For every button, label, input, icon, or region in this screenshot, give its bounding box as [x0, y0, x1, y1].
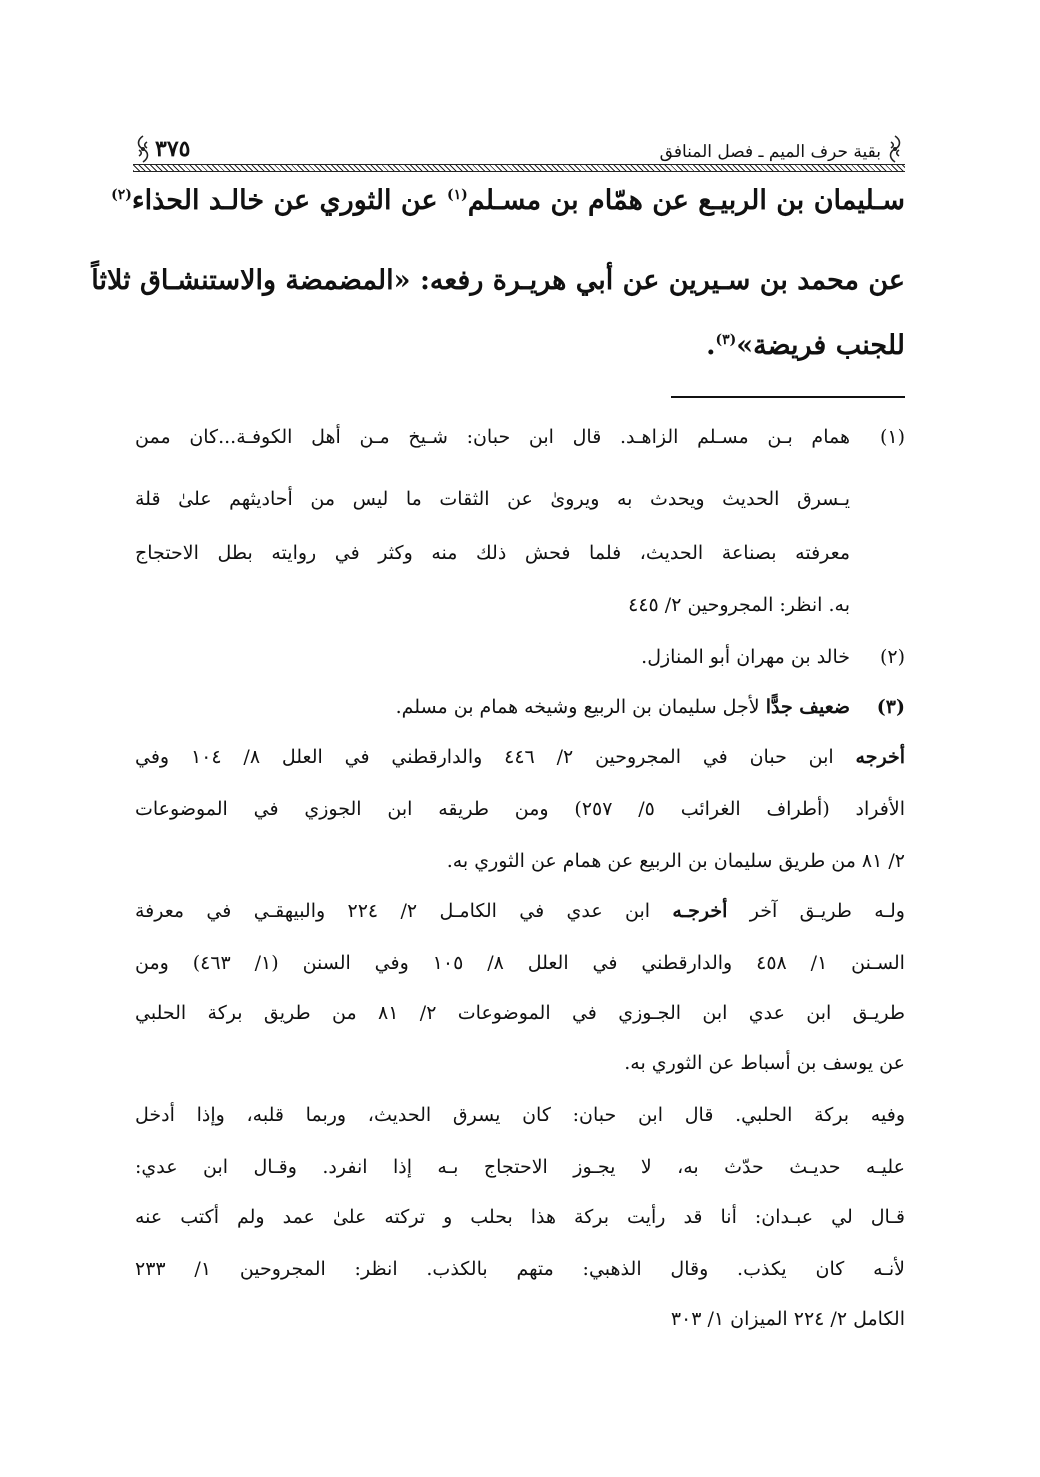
- main-line-1: [111, 185, 905, 216]
- main-line-3-text: للجنب فريضة»: [736, 330, 905, 361]
- grading-label: ضعيف جدًّا: [765, 696, 850, 718]
- footnote-1-line-4: به. انظر: المجروحين ٢/ ٤٤٥: [628, 594, 850, 616]
- main-line-3-end: .: [706, 330, 716, 361]
- takhrij-1-line-1-rest: ابن حبان في المجروحين ٢/ ٤٤٦ والدارقطني في العلل ٨/ ١٠٤ وفي: [135, 746, 856, 768]
- footnote-1-number: (١): [879, 426, 905, 448]
- main-line-1-part-b: عن الثوري عن خالـد الحذاء: [131, 185, 447, 216]
- takhrij-2-line-1-rest: ابن عدي في الكامـل ٢/ ٢٢٤ والبيهقـي في معرفة: [135, 900, 673, 922]
- narrator-note-line-1: وفيه بركة الحلبي. قال ابن حبان: كان يسرق الحديث، وربما قلبه، وإذا أدخل: [135, 1104, 905, 1126]
- narrator-note-line-3: قـال لي عبـدان: أنا قد رأيت بركة هذا بحلب و تركته علىٰ عمد ولم أكتب عنه: [135, 1206, 905, 1228]
- header-rule: [133, 164, 905, 172]
- takhrij-1-line-1: [135, 748, 905, 767]
- takhrij-2-line-1: [135, 902, 905, 921]
- footnote-1-line-1: همام بـن مسـلم الزاهـد. قال ابن حبان: شـيخ مـن أهل الكوفـة...كان ممن: [135, 426, 850, 448]
- footnote-separator: [671, 396, 905, 398]
- footnote-3-number: (٣): [876, 696, 905, 718]
- narrator-note-line-4: لأنـه كان يكذب. وقال الذهبي: متهم بالكذب. انظر: المجروحين ١/ ٢٣٣: [135, 1258, 905, 1280]
- footnote-2-number: (٢): [879, 646, 905, 668]
- takhrij-2-line-2: السـنن ١/ ٤٥٨ والدارقطني في العلل ٨/ ١٠٥ وفي السنن (١/ ٤٦٣) ومن: [135, 952, 905, 974]
- main-line-1-part-a: سـليمان بن الربيـع عن همّام بن مسـلم: [467, 185, 905, 216]
- narrator-note-line-5: الكامل ٢/ ٢٢٤ الميزان ١/ ٣٠٣: [670, 1308, 905, 1330]
- footnote-ref-2: (٢): [111, 187, 132, 203]
- main-line-2: عن محمد بن سـيرين عن أبي هريـرة رفعه: «المضمضة والاستنشـاق ثلاثاً: [91, 265, 905, 296]
- narrator-note-line-2: عليـه حديـث حدّث به، لا يجـوز الاحتجاج بـه إذا انفرد. وقـال ابن عدي:: [135, 1156, 905, 1178]
- footnote-3-line-1: [135, 698, 850, 717]
- takhrij-1-label: أخرجه: [855, 746, 905, 768]
- takhrij-2-line-3: طريـق ابن عدي ابن الجـوزي في الموضوعات ٢/ ٨١ من طريق بركة الحلبي: [135, 1002, 905, 1024]
- main-line-3: [135, 330, 905, 361]
- left-ornament-icon: [133, 134, 153, 164]
- running-header: [133, 130, 905, 172]
- takhrij-2-line-4: عن يوسف بن أسباط عن الثوري به.: [624, 1052, 905, 1074]
- footnote-ref-1: (١): [447, 187, 468, 203]
- right-ornament-icon: [885, 134, 905, 164]
- takhrij-1-line-3: ٢/ ٨١ من طريق سليمان بن الربيع عن همام عن الثوري به.: [446, 850, 905, 872]
- takhrij-2-line-1-a: ولـه طريـق آخر: [727, 900, 905, 922]
- header-title: بقية حرف الميم ـ فصل المنافق: [659, 142, 881, 162]
- takhrij-1-line-2: الأفراد (أطراف الغرائب ٥/ ٢٥٧) ومن طريقه ابن الجوزي في الموضوعات: [135, 798, 905, 820]
- page-number: ٣٧٥: [155, 136, 191, 162]
- footnote-1-line-3: معرفته بصناعة الحديث، فلما فحش ذلك منه وكثر في روايته بطل الاحتجاج: [135, 542, 850, 564]
- footnote-ref-3: (٣): [715, 332, 737, 348]
- footnote-2-line-1: خالد بن مهران أبو المنازل.: [641, 646, 850, 668]
- takhrij-2-label: أخرجـه: [672, 900, 728, 922]
- footnote-1-line-2: يـسرق الحديث ويحدث به ويروىٰ عن الثقات ما ليس من أحاديثهم علىٰ قلة: [135, 488, 850, 510]
- footnote-3-line-1-rest: لأجل سليمان بن الربيع وشيخه همام بن مسلم.: [395, 696, 766, 718]
